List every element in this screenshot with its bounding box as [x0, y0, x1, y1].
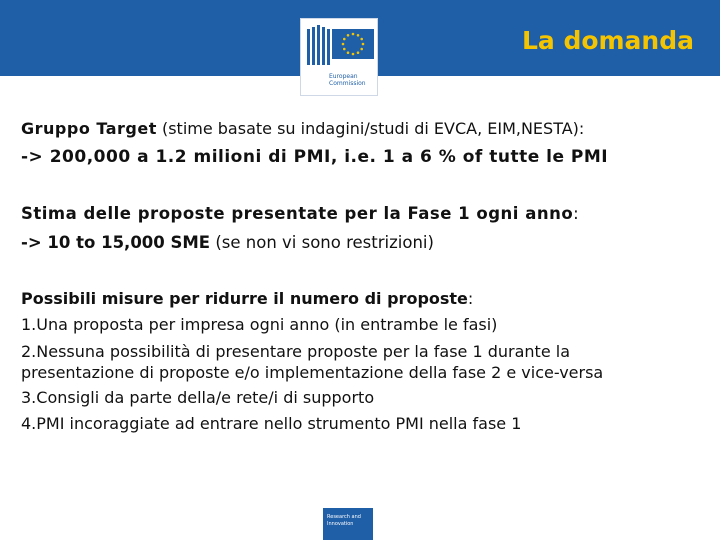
list-item	[21, 342, 570, 361]
research-innovation-logo	[323, 508, 373, 540]
list-item-number: 4.	[21, 414, 37, 433]
section2-line2-bold: -> 10 to 15,000 SME	[21, 233, 211, 252]
list-item	[21, 315, 497, 334]
footer-logo-text	[327, 514, 361, 528]
logo-text-line2: Commission	[329, 80, 366, 87]
section3-heading-rest: :	[467, 289, 474, 308]
list-item-number: 3.	[21, 388, 37, 407]
list-item-text: Nessuna possibilità di presentare proposte per la fase 1 durante la	[36, 342, 571, 361]
list-item-text: PMI incoraggiate ad entrare nello strumento PMI nella fase 1	[36, 414, 522, 433]
logo-text	[329, 73, 366, 87]
footer-logo-line2: Innovation	[327, 521, 354, 527]
section1-line2: -> 200,000 a 1.2 milioni di PMI, i.e. 1 a 6 % of tutte le PMI	[21, 147, 609, 167]
list-item	[21, 414, 521, 433]
list-item	[21, 388, 374, 407]
section1-heading-bold: Gruppo Target	[21, 119, 157, 138]
logo-text-line1: European	[329, 73, 358, 80]
list-item-continuation	[21, 363, 603, 382]
list-item-text: Una proposta per impresa ogni anno (in entrambe le fasi)	[36, 315, 498, 334]
section2-heading-rest: :	[573, 204, 579, 223]
list-item-text: presentazione di proposte e/o implementazione della fase 2 e vice-versa	[21, 363, 604, 382]
section2-heading-bold: Stima delle proposte presentate per la Fase 1 ogni anno	[21, 204, 574, 223]
list-item-number: 2.	[21, 342, 37, 361]
section3-heading	[21, 289, 473, 308]
section1-heading	[21, 119, 584, 138]
european-commission-logo	[300, 18, 378, 96]
list-item-number: 1.	[21, 315, 37, 334]
eu-flag-icon	[332, 29, 374, 59]
section2-heading	[21, 204, 579, 223]
page-title: La domanda	[521, 26, 694, 55]
section3-heading-bold: Possibili misure per ridurre il numero di proposte	[21, 289, 468, 308]
footer-logo-line1: Research and	[327, 514, 361, 520]
section2-line2-rest: (se non vi sono restrizioni)	[210, 233, 434, 252]
section2-line2	[21, 233, 434, 252]
section1-heading-rest: (stime basate su indagini/studi di EVCA, EIM,NESTA):	[156, 119, 585, 138]
building-icon	[307, 25, 331, 65]
list-item-text: Consigli da parte della/e rete/i di supporto	[36, 388, 375, 407]
